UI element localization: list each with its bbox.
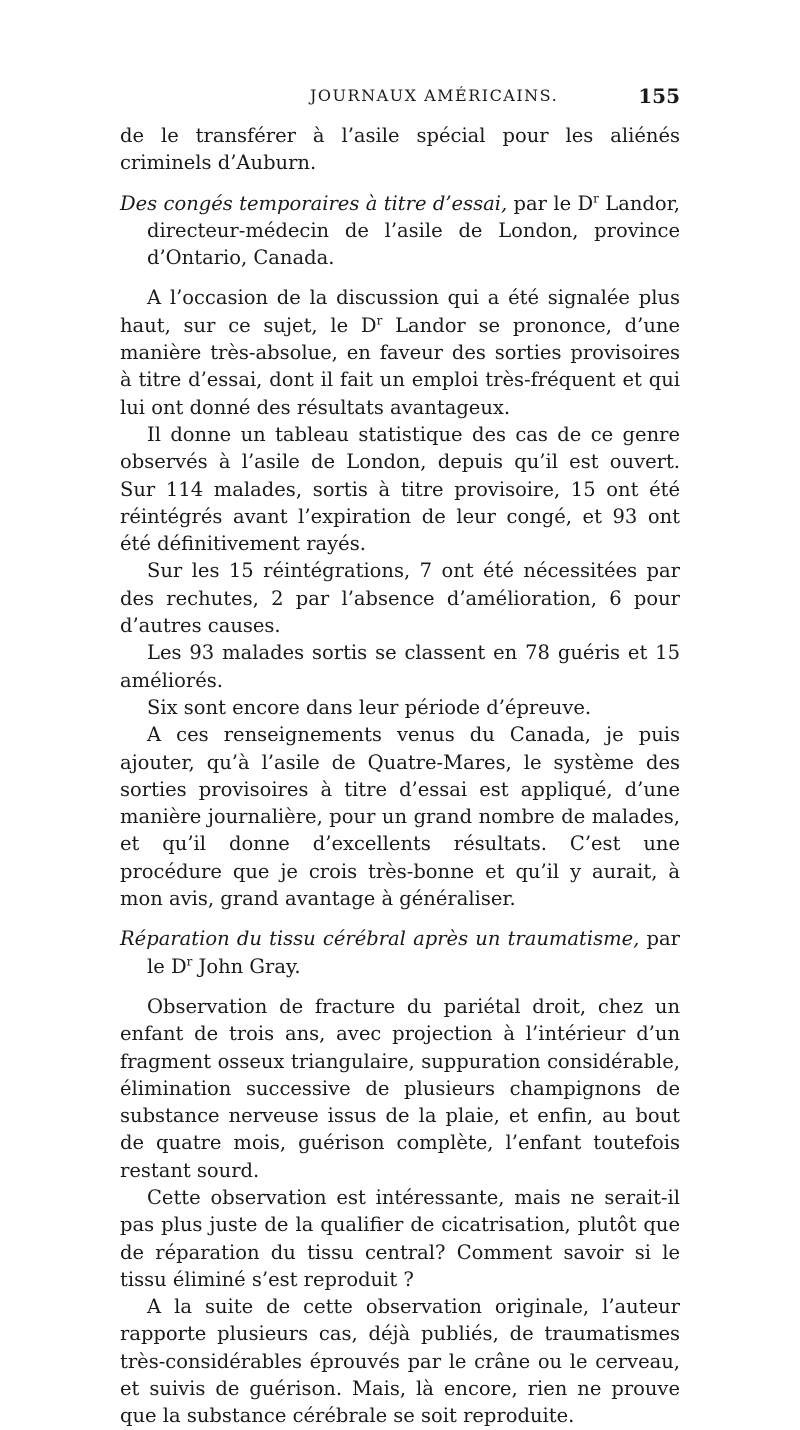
paragraph: A l’occasion de la discussion qui a été signalée plus haut, sur ce sujet, le $D^r$ Landor se prononce, d’une manière très-absolue, en faveur des sorties provisoires à titre d’essai, dont il fait un emploi très-fréquent et qui lui ont donné des résultats avantageux. (120, 286, 681, 419)
section-heading-reparation: Réparation du tissu cérébral après un traumatisme, par le $D^r$ John Gray. (120, 927, 680, 978)
paragraph: de le transférer à l’asile spécial pour les aliénés criminels d’Auburn. (120, 124, 680, 175)
paragraph: Sur les 15 réintégrations, 7 ont été nécessitées par des rechutes, 2 par l’absence d’amélioration, 6 pour d’autres causes. (120, 559, 680, 638)
paragraph: Observation de fracture du pariétal droit, chez un enfant de trois ans, avec projection à l’intérieur d’un fragment osseux triangulaire, suppuration considérable, élimination successive de plusieurs champignons de substance nerveuse issus de la plaie, et enfin, au bout de quatre mois, guérison complète, l’enfant toutefois restant sourd. (120, 994, 680, 1182)
section-heading-conges: Des congés temporaires à titre d’essai, par le $D^r$ Landor, directeur-médecin de l’asile de London, province d’Ontario, Canada. (120, 191, 681, 270)
paragraph: Six sont encore dans leur période d’épreuve. (147, 695, 592, 719)
paragraph: Cette observation est intéressante, mais ne serait-il pas plus juste de la qualifier de cicatrisation, plutôt que de réparation du tissu central? Comment savoir si le tissu éliminé s’est reproduit ? (120, 1185, 680, 1291)
paragraph: A ces renseignements venus du Canada, je puis ajouter, qu’à l’asile de Quatre-Mares, le système des sorties provisoires à titre d’essai est appliqué, d’une manière journalière, pour un grand nombre de malades, et qu’il donne d’excellents résultats. C’est une procédure que je crois très-bonne et qu’il y aurait, à mon avis, grand avantage à généraliser. (120, 723, 680, 911)
section-title: Réparation du tissu cérébral après un traumatisme, (120, 927, 640, 951)
paragraph: Les 93 malades sortis se classent en 78 guéris et 15 améliorés. (120, 641, 680, 692)
running-title: JOURNAUX AMÉRICAINS. (310, 86, 559, 105)
paragraph: A la suite de cette observation originale, l’auteur rapporte plusieurs cas, déjà publiés, de traumatismes très-considérables éprouvés par le crâne ou le cerveau, et suivis de guérison. Mais, là encore, rien ne prouve que la substance cérébrale se soit reproduite. (120, 1295, 680, 1428)
running-head (125, 86, 680, 114)
body-text (120, 122, 680, 1430)
section-title: Des congés temporaires à titre d’essai, (120, 191, 508, 215)
paragraph: Il donne un tableau statistique des cas de ce genre observés à l’asile de London, depuis qu’il est ouvert. Sur 114 malades, sortis à titre provisoire, 15 ont été réintégrés avant l’expiration de leur congé, et 93 ont été définitivement rayés. (120, 422, 680, 556)
page-number: 155 (638, 84, 680, 108)
